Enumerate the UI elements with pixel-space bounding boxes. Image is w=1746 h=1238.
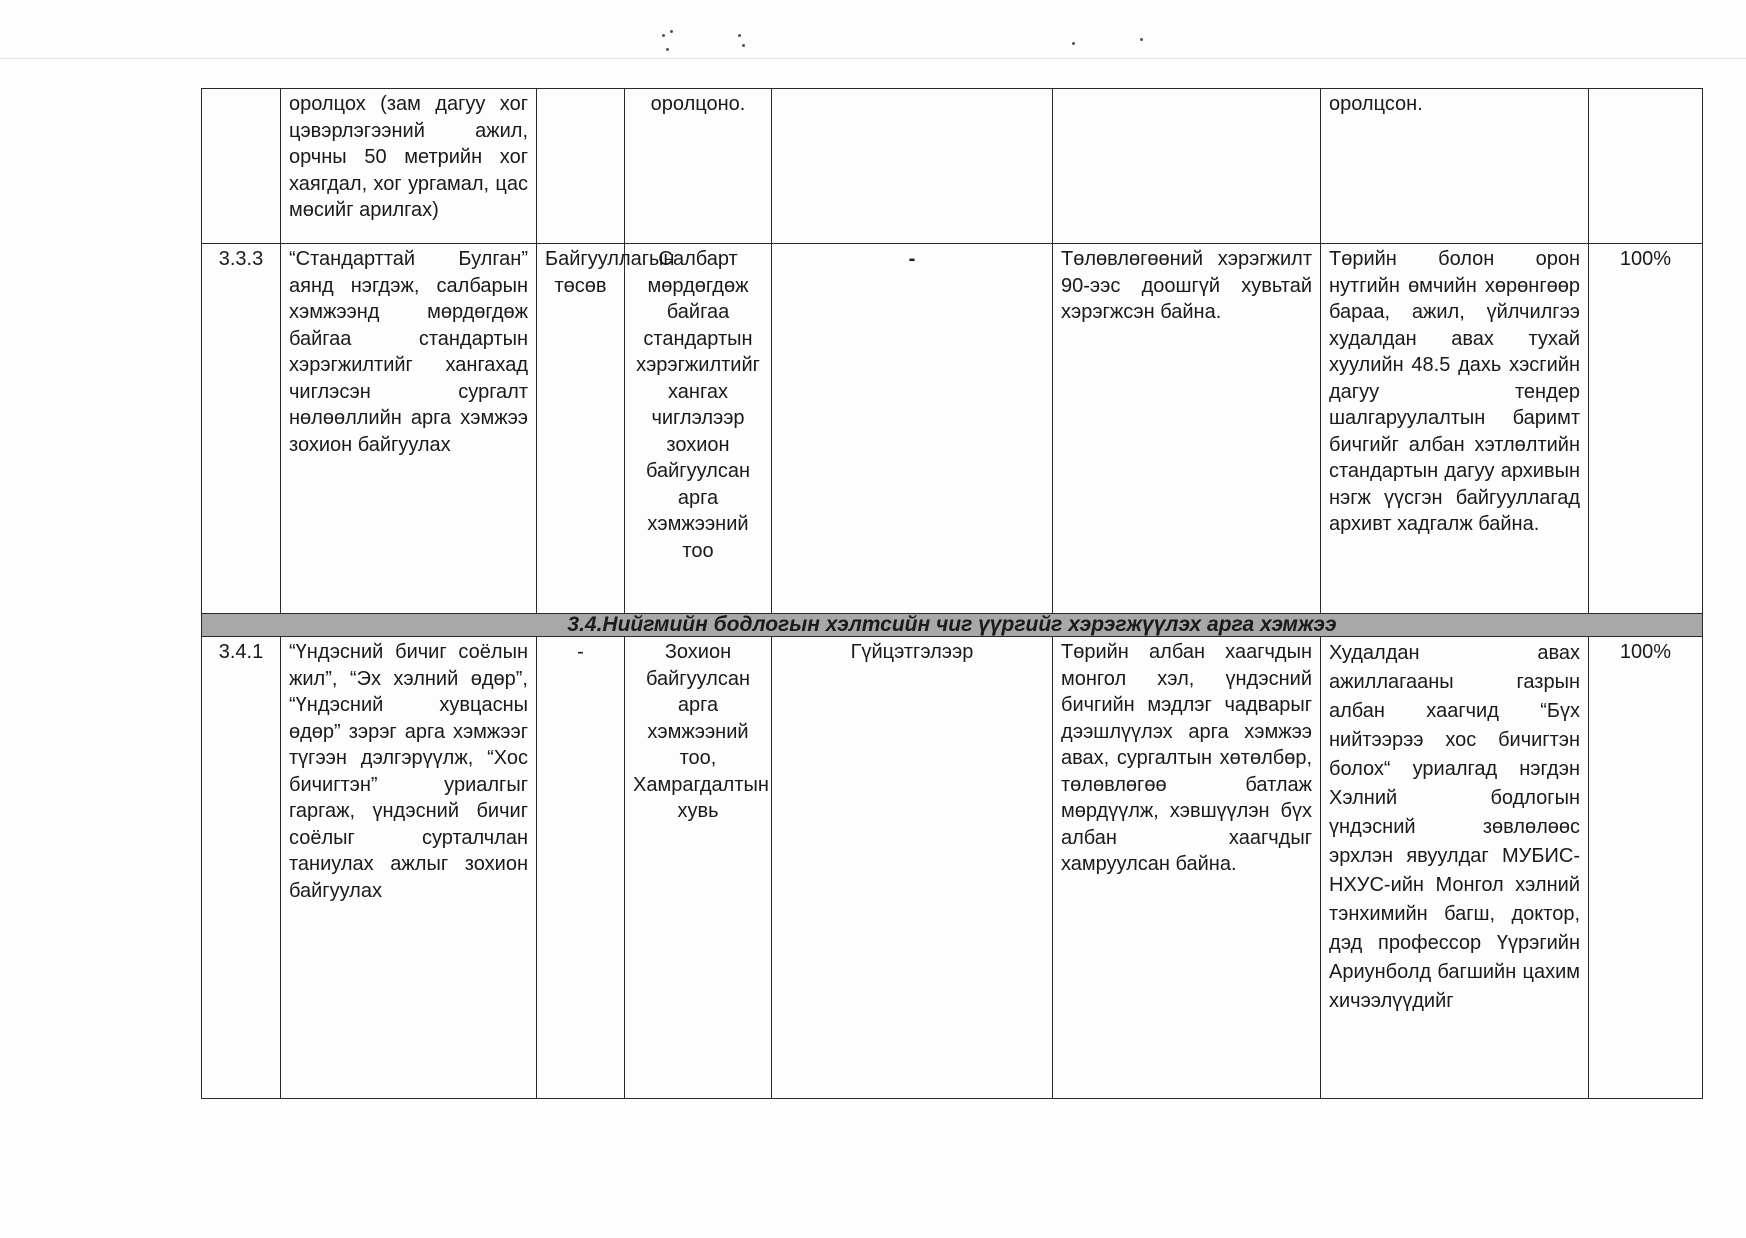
activity-cell: “Стандарттай Булган” аянд нэгдэж, салбарын хэмжээнд мөрдөгдөж байгаа стандартын хэрэгжилтийг хангахад чиглэсэн сургалт нөлөөллийн арга хэмжээ зохион байгуулах bbox=[281, 244, 537, 614]
baseline-cell: Гүйцэтгэлээр bbox=[772, 637, 1053, 1099]
funding-source-cell: Байгууллагын төсөв bbox=[537, 244, 625, 614]
result-cell: Төрийн болон орон нутгийн өмчийн хөрөнгөөр бараа, ажил, үйлчилгээ худалдан авах тухай хуулийн 48.5 дахь хэсгийн дагуу тендер шалгаруулалтын баримт бичгийг албан хэтлөлтийн стандартын дагуу архивын нэгж үүсгэн байгууллагад архивт хадгалж байна. bbox=[1321, 244, 1589, 614]
result-cell: Худалдан авах ажиллагааны газрын албан хаагчид “Бүх нийтээрээ хос бичигтэн болох“ уриалгад нэгдэн Хэлний бодлогын үндэсний зөвлөлөөс эрхлэн явуулдаг МУБИС-НХУС-ийн Монгол хэлний тэнхимийн багш, доктор, дэд профессор Үүрэгийн Ариунболд багшийн цахим хичээлүүдийг bbox=[1321, 637, 1589, 1099]
target-cell bbox=[1053, 89, 1321, 244]
indicator-cell: оролцоно. bbox=[625, 89, 772, 244]
funding-source-cell bbox=[537, 89, 625, 244]
scan-speck bbox=[738, 34, 741, 37]
activity-cell: “Үндэсний бичиг соёлын жил”, “Эх хэлний өдөр”, “Үндэсний хувцасны өдөр” зэрэг арга хэмжээг түгээн дэлгэрүүлж, “Хос бичигтэн” уриалгыг гаргаж, үндэсний бичиг соёлыг сурталчлан таниулах ажлыг зохион байгуулах bbox=[281, 637, 537, 1099]
percent-cell bbox=[1589, 89, 1703, 244]
scan-speck bbox=[1072, 42, 1075, 45]
funding-source-cell: - bbox=[537, 637, 625, 1099]
section-header-row bbox=[202, 614, 1703, 637]
percent-cell: 100% bbox=[1589, 637, 1703, 1099]
target-cell: Төлөвлөгөөний хэрэгжилт 90-ээс доошгүй хувьтай хэрэгжсэн байна. bbox=[1053, 244, 1321, 614]
row-number: 3.3.3 bbox=[202, 244, 281, 614]
indicator-cell: Зохион байгуулсан арга хэмжээний тоо, Хамрагдалтын хувь bbox=[625, 637, 772, 1099]
row-number bbox=[202, 89, 281, 244]
scan-speck bbox=[1140, 38, 1143, 41]
target-cell: Төрийн албан хаагчдын монгол хэл, үндэсний бичгийн мэдлэг чадварыг дээшлүүлэх арга хэмжээ авах, сургалтын хөтөлбөр, төлөвлөгөө батлаж мөрдүүлж, хэвшүүлэн бүх албан хаагчдыг хамруулсан байна. bbox=[1053, 637, 1321, 1099]
scan-speck bbox=[670, 30, 673, 33]
scan-speck bbox=[666, 48, 669, 51]
percent-cell: 100% bbox=[1589, 244, 1703, 614]
baseline-cell: - bbox=[772, 244, 1053, 614]
scan-speck bbox=[742, 44, 745, 47]
baseline-cell bbox=[772, 89, 1053, 244]
indicator-cell: Салбарт мөрдөгдөж байгаа стандартын хэрэгжилтийг хангах чиглэлээр зохион байгуулсан арга хэмжээний тоо bbox=[625, 244, 772, 614]
activity-cell: оролцох (зам дагуу хог цэвэрлэгээний ажил, орчны 50 метрийн хог хаягдал, хог ургамал, цас мөсийг арилгах) bbox=[281, 89, 537, 244]
result-cell: оролцсон. bbox=[1321, 89, 1589, 244]
table-row bbox=[202, 244, 1703, 614]
table-row bbox=[202, 637, 1703, 1099]
plan-report-table bbox=[201, 88, 1703, 1099]
row-number: 3.4.1 bbox=[202, 637, 281, 1099]
table-row bbox=[202, 89, 1703, 244]
scan-edge-line bbox=[0, 58, 1746, 59]
section-title: 3.4.Нийгмийн бодлогын хэлтсийн чиг үүргийг хэрэгжүүлэх арга хэмжээ bbox=[202, 614, 1703, 637]
scan-speck bbox=[662, 34, 665, 37]
